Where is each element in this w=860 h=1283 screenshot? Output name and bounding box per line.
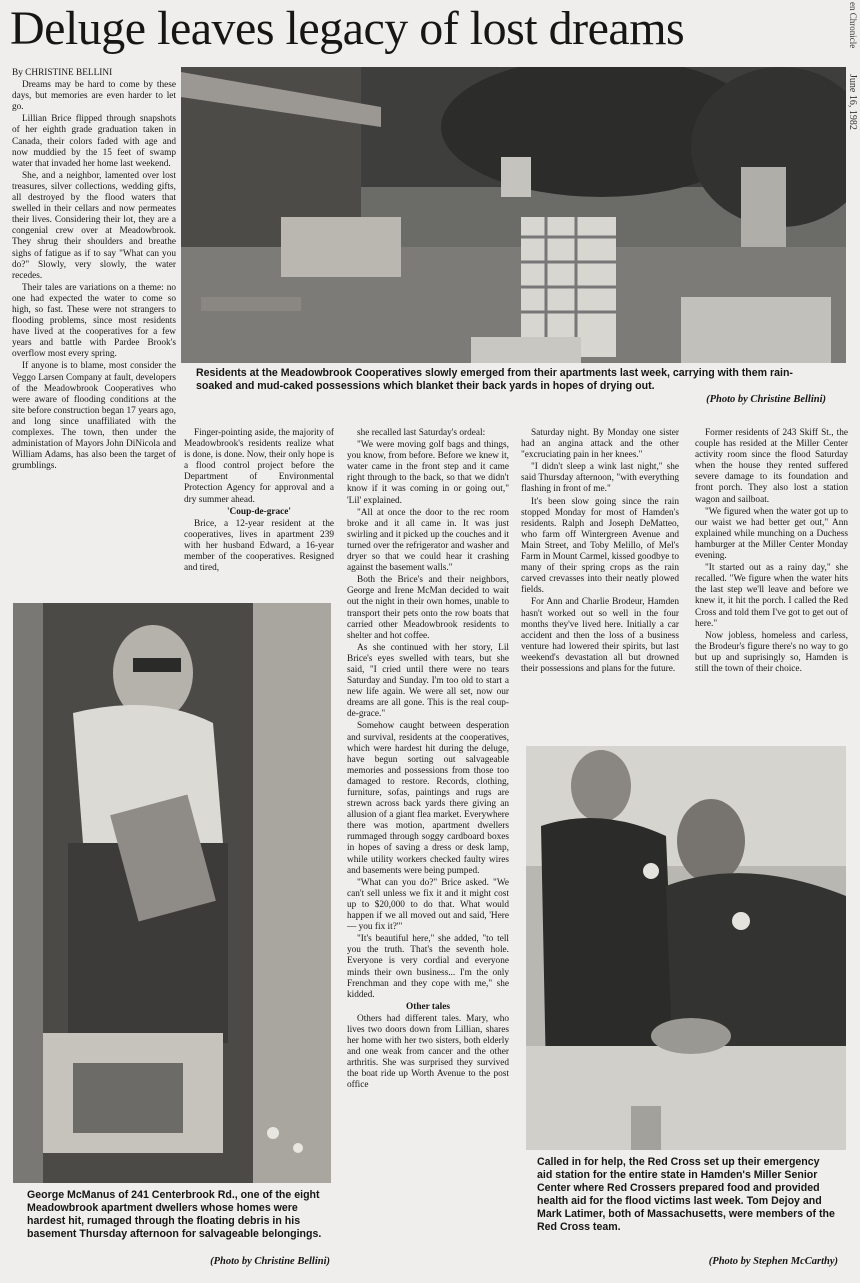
article-paragraph: Both the Brice's and their neighbors, George and Irene McMan decided to wait out the night in their own homes, unable to transport their pets onto the row boats that carried other Meadowbrook residents to shelter and hot coffee. xyxy=(347,575,509,641)
article-paragraph: Former residents of 243 Skiff St., the couple has resided at the Miller Center activity room since the flood Saturday when the house they rented suffered severe damage to its foundation and front porch. They also lost a station wagon and sailboat. xyxy=(695,428,848,505)
photo-backyard-image xyxy=(181,67,846,363)
subhead-coup-de-grace: 'Coup-de-grace' xyxy=(226,506,292,517)
article-paragraph: "What can you do?" Brice asked. "We can't sell unless we fix it and it might cost up to $20,000 to do that. What would happen if we all moved out and said, 'Here — you fix it?'" xyxy=(347,877,509,933)
article-paragraph: For Ann and Charlie Brodeur, Hamden hasn't worked out so well in the four months they've lived here. Initially a car accident and then the loss of a business venture had lowered their spirits, but last weekend's devastation all but drowned their possessions and plans for the future. xyxy=(521,597,679,674)
dateline: June 16, 1982 xyxy=(847,74,858,130)
article-column-3 xyxy=(347,428,509,1275)
column-4-paragraphs xyxy=(521,428,679,675)
column-2b-paragraphs xyxy=(184,519,334,574)
article-paragraph: she recalled last Saturday's ordeal: xyxy=(357,428,486,438)
article-column-4 xyxy=(521,428,679,746)
article-paragraph: Now jobless, homeless and carless, the Brodeur's figure there's no way to go but up and suprisingly so, Hamden is still the town of their choice. xyxy=(695,630,848,674)
photo-red-cross-station xyxy=(526,746,846,1150)
article-column-2 xyxy=(184,428,334,596)
masthead: en Chronicle xyxy=(848,2,858,49)
article-paragraph: Others had different tales. Mary, who lives two doors down from Lillian, shares her home with her two sisters, both elderly and one weak from cancer and the other arthritis. She was surprised they survived the boat ride up Worth Avenue to the post office xyxy=(347,1013,509,1091)
column-3-paragraphs xyxy=(347,428,509,1001)
article-paragraph: Dreams may be hard to come by these days, but memories are even harder to let go. xyxy=(12,80,176,113)
credit-left: (Photo by Christine Bellini) xyxy=(210,1256,330,1267)
article-paragraph: "We were moving golf bags and things, you know, from before. Before we knew it, water came in the front step and it came right through to the back, so that we didn't know if it was coming in or going out," 'Lil' explained. xyxy=(347,440,509,506)
article-paragraph: Saturday night. By Monday one sister had an angina attack and the other "excruciating pain in her knees." xyxy=(521,428,679,461)
article-paragraph: Lillian Brice flipped through snapshots of her eighth grade graduation taken in Canada, their colors faded with age and now muddied by the 15 feet of swamp water that invaded her home last weekend. xyxy=(12,114,176,169)
subhead-other-tales: Other tales xyxy=(406,1001,450,1012)
headline: Deluge leaves legacy of lost dreams xyxy=(10,2,685,55)
column-5-paragraphs xyxy=(695,428,848,675)
photo-basement-debris xyxy=(13,603,331,1183)
article-paragraph: "We figured when the water got up to our waist we had better get out," Ann explained while munching on a Duchess hamburger at the Miller Center Monday evening. xyxy=(695,506,848,562)
article-paragraph: "All at once the door to the rec room broke and it all came in. It was just swirling and it picked up the couches and it turned over the refrigerator and washer and dryer so that we could hear it crashing against the basement walls." xyxy=(347,507,509,574)
article-paragraph: Their tales are variations on a theme: no one had expected the water to come so high, so fast. These were not strangers to flooding problems, since most residents have lived at the cooperatives for a few years and battle with Pardee Brook's overflow most every spring. xyxy=(12,282,176,360)
column-1-paragraphs xyxy=(12,80,176,472)
article-column-5 xyxy=(695,428,848,746)
article-paragraph: Somehow caught between desperation and survival, residents at the cooperatives, which were hardest hit during the deluge, have begun sorting out salvageable memories and possessions from those too damaged to restore. Records, clothing, furniture, sofas, paintings and rugs are strewn across back yards there giving an allusion of a giant flea market. Everywhere there was motion, apartment dwellers rummaged through soggy cardboard boxes in hopes of saving a dress or desk lamp, while utility workers checked faulty wires and basements were being pumped. xyxy=(347,721,509,876)
column-3b-paragraphs xyxy=(347,1014,509,1092)
credit-top: (Photo by Christine Bellini) xyxy=(706,394,826,405)
article-paragraph: As she continued with her story, Lil Brice's eyes swelled with tears, but she said, "I cried until there were no tears Saturday and Sunday. I'm too old to start a new life again. We were all set, now our dreams are all gone. This is the real coup-de-grace." xyxy=(347,642,509,720)
photo-red-cross-image xyxy=(526,746,846,1150)
article-paragraph: If anyone is to blame, most consider the Veggo Larsen Company at fault, developers of the Meadowbrook Cooperatives who were aware of flooding conditions at the site before construction began 17 years ago, and long since unaffiliated with the complexes. The town, then under the administation of Mayors John DiNicola and William Adams, has also been the target of grumblings. xyxy=(12,361,176,472)
photo-basement-image xyxy=(13,603,331,1183)
article-paragraph: "It's beautiful here," she added, "to tell you the truth. That's the seventh hole. Everyone is very cordial and everyone minds their own business... I'm the only Frenchman and they cope with me," she kidded. xyxy=(347,934,509,1000)
byline: By CHRISTINE BELLINI xyxy=(12,68,113,78)
article-paragraph: Finger-pointing aside, the majority of Meadowbrook's residents realize what is done, is done. Now, their only hope is a flood control project before the Department of Environmental Protection Agency for approval and a dry summer ahead. xyxy=(184,428,334,505)
article-paragraph: She, and a neighbor, lamented over lost treasures, silver collections, wedding gifts, all destroyed by the flood waters that swelled in their cellars and now permeates their lives. Considering their lot, they are a congenial crew over at Meadowbrook. They shrug their shoulders and breathe sighs of fatigue as if to say "What can you do?" Slowly, very slowly, the water recedes. xyxy=(12,170,176,281)
article-paragraph: "I didn't sleep a wink last night," she said Thursday afternoon, "with everything flashing in front of me." xyxy=(521,462,679,495)
article-paragraph: It's been slow going since the rain stopped Monday for most of Hamden's residents. Ralph and Joseph DeMatteo, who farm off Wintergreen Avenue and Main Street, and Toby Melillo, of Mel's Farm in Mount Carmel, kissed goodbye to many of their spring crops as the rain carved crevasses into their neatly plowed fields. xyxy=(521,496,679,596)
article-paragraph: "It started out as a rainy day," she recalled. "We figure when the water hits the last step we'll leave and before we knew it, it hit the porch. I called the Red Cross and told them I've got to get out of here." xyxy=(695,563,848,629)
caption-right: Called in for help, the Red Cross set up their emergency aid station for the entire state in Hamden's Miller Senior Center where Red Crossers prepared food and provided health aid for the flood victims last week. Tom Dejoy and Mark Latimer, both of Massachusetts, were members of the Red Cross team. xyxy=(537,1156,835,1233)
article-column-1 xyxy=(12,68,176,598)
caption-top: Residents at the Meadowbrook Cooperatives slowly emerged from their apartments last week, carrying with them rain-soaked and mud-caked possessions which blanket their back yards in hopes of drying out. xyxy=(196,367,793,392)
article-paragraph: Brice, a 12-year resident at the cooperatives, lives in apartment 239 with her husband Edward, a 16-year member of the cooperatives. Resigned and tired, xyxy=(184,518,334,574)
photo-backyard-possessions xyxy=(181,67,846,363)
credit-right: (Photo by Stephen McCarthy) xyxy=(708,1256,838,1267)
caption-left: George McManus of 241 Centerbrook Rd., one of the eight Meadowbrook apartment dwellers whose homes were hardest hit, rumaged through the floating debris in his basement Thursday afternoon for salvageable belongings. xyxy=(27,1189,322,1240)
column-2-paragraphs xyxy=(184,428,334,506)
